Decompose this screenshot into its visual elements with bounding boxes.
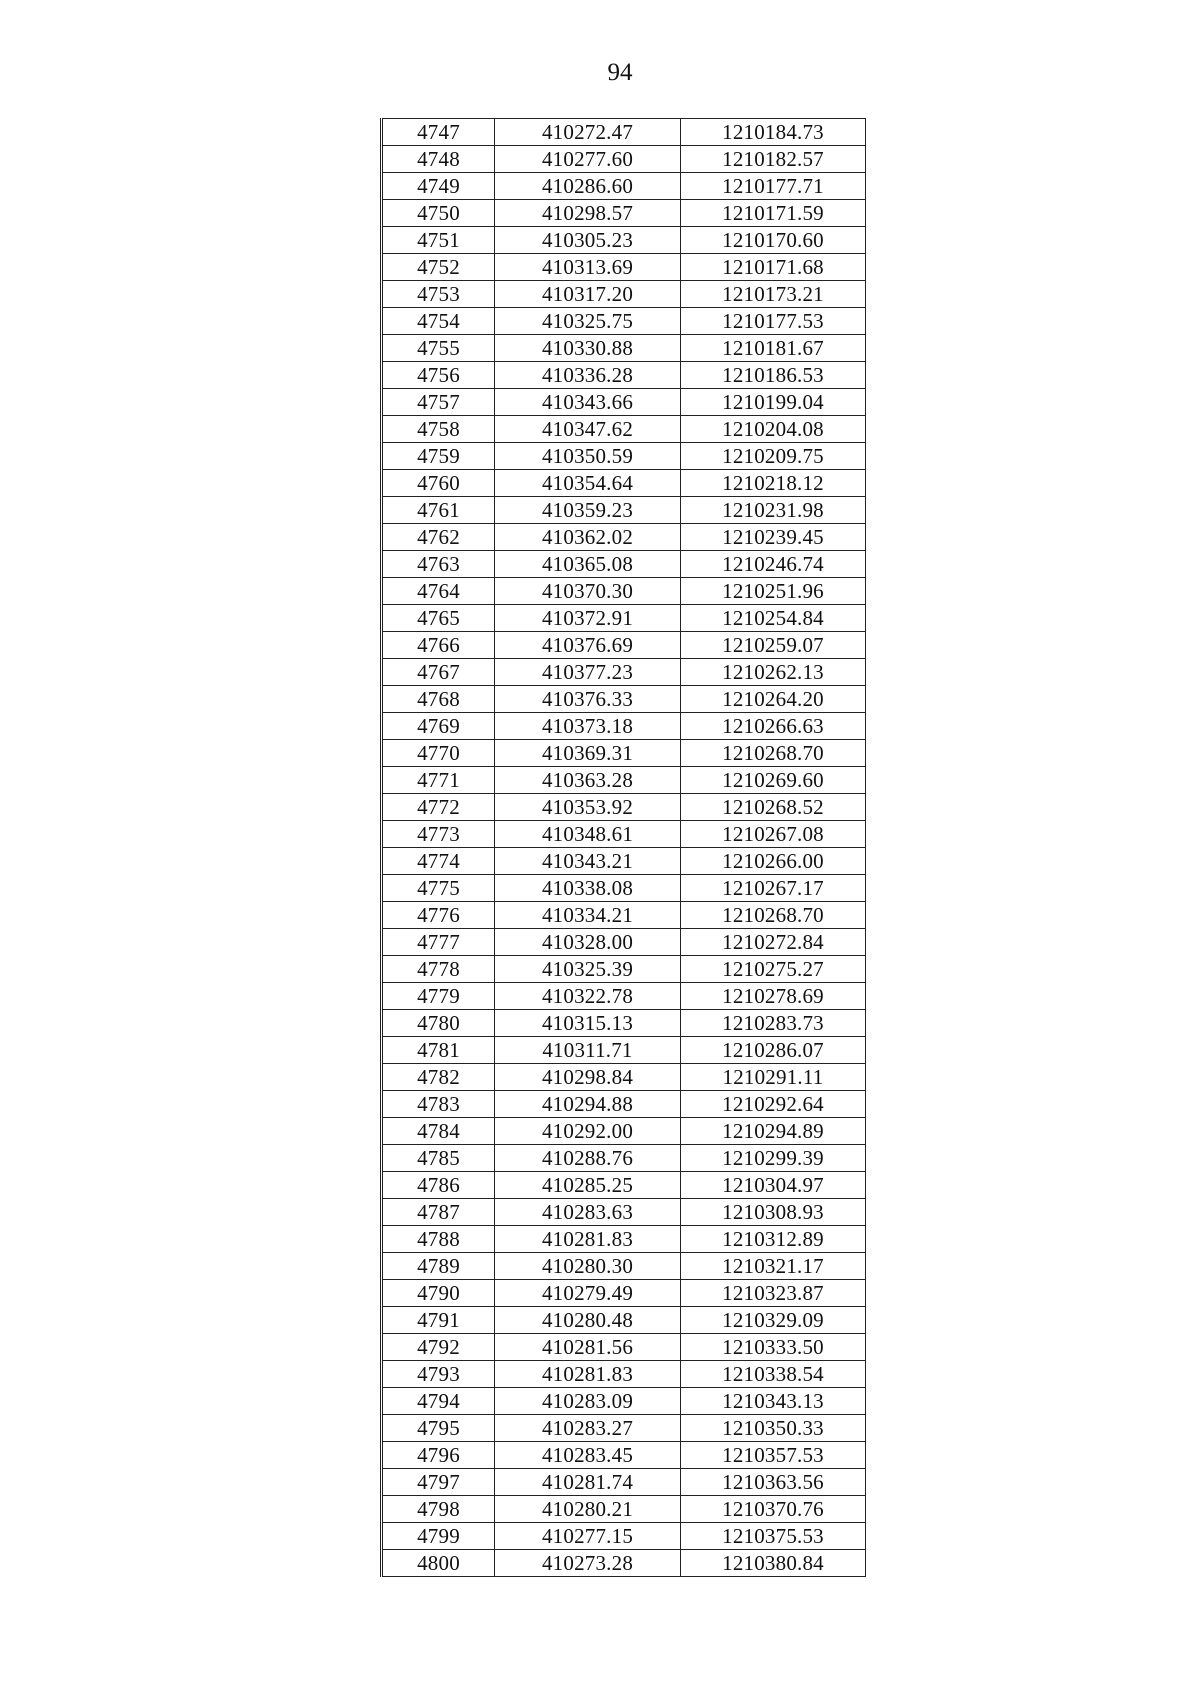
- x-coordinate-cell: 410325.75: [495, 308, 681, 335]
- x-coordinate-cell: 410280.30: [495, 1253, 681, 1280]
- x-coordinate-cell: 410348.61: [495, 821, 681, 848]
- x-coordinate-cell: 410283.45: [495, 1442, 681, 1469]
- table-row: [382, 1118, 866, 1145]
- y-coordinate-cell: 1210171.59: [681, 200, 866, 227]
- x-coordinate-cell: 410277.15: [495, 1523, 681, 1550]
- x-coordinate-cell: 410353.92: [495, 794, 681, 821]
- y-coordinate-cell: 1210264.20: [681, 686, 866, 713]
- point-number-cell: 4785: [382, 1145, 495, 1172]
- x-coordinate-cell: 410328.00: [495, 929, 681, 956]
- y-coordinate-cell: 1210268.52: [681, 794, 866, 821]
- point-number-cell: 4781: [382, 1037, 495, 1064]
- point-number-cell: 4783: [382, 1091, 495, 1118]
- table-row: [382, 794, 866, 821]
- y-coordinate-cell: 1210292.64: [681, 1091, 866, 1118]
- x-coordinate-cell: 410359.23: [495, 497, 681, 524]
- point-number-cell: 4776: [382, 902, 495, 929]
- point-number-cell: 4769: [382, 713, 495, 740]
- x-coordinate-cell: 410334.21: [495, 902, 681, 929]
- table-row: [382, 1415, 866, 1442]
- page-number: 94: [607, 59, 633, 86]
- y-coordinate-cell: 1210329.09: [681, 1307, 866, 1334]
- coordinates-table-body: [382, 119, 866, 1577]
- coordinates-table: [380, 118, 866, 1577]
- y-coordinate-cell: 1210294.89: [681, 1118, 866, 1145]
- y-coordinate-cell: 1210204.08: [681, 416, 866, 443]
- x-coordinate-cell: 410281.83: [495, 1361, 681, 1388]
- x-coordinate-cell: 410354.64: [495, 470, 681, 497]
- y-coordinate-cell: 1210184.73: [681, 119, 866, 146]
- y-coordinate-cell: 1210268.70: [681, 740, 866, 767]
- table-row: [382, 470, 866, 497]
- point-number-cell: 4790: [382, 1280, 495, 1307]
- point-number-cell: 4793: [382, 1361, 495, 1388]
- x-coordinate-cell: 410317.20: [495, 281, 681, 308]
- y-coordinate-cell: 1210266.63: [681, 713, 866, 740]
- point-number-cell: 4765: [382, 605, 495, 632]
- point-number-cell: 4771: [382, 767, 495, 794]
- x-coordinate-cell: 410280.48: [495, 1307, 681, 1334]
- table-row: [382, 1496, 866, 1523]
- x-coordinate-cell: 410281.56: [495, 1334, 681, 1361]
- x-coordinate-cell: 410283.09: [495, 1388, 681, 1415]
- point-number-cell: 4767: [382, 659, 495, 686]
- point-number-cell: 4773: [382, 821, 495, 848]
- point-number-cell: 4800: [382, 1550, 495, 1577]
- table-row: [382, 1199, 866, 1226]
- table-row: [382, 200, 866, 227]
- x-coordinate-cell: 410288.76: [495, 1145, 681, 1172]
- x-coordinate-cell: 410369.31: [495, 740, 681, 767]
- point-number-cell: 4787: [382, 1199, 495, 1226]
- table-row: [382, 443, 866, 470]
- table-row: [382, 227, 866, 254]
- y-coordinate-cell: 1210171.68: [681, 254, 866, 281]
- y-coordinate-cell: 1210380.84: [681, 1550, 866, 1577]
- table-row: [382, 956, 866, 983]
- point-number-cell: 4756: [382, 362, 495, 389]
- y-coordinate-cell: 1210357.53: [681, 1442, 866, 1469]
- table-row: [382, 1307, 866, 1334]
- point-number-cell: 4792: [382, 1334, 495, 1361]
- y-coordinate-cell: 1210299.39: [681, 1145, 866, 1172]
- table-row: [382, 1064, 866, 1091]
- table-row: [382, 902, 866, 929]
- table-row: [382, 173, 866, 200]
- table-row: [382, 335, 866, 362]
- table-row: [382, 524, 866, 551]
- table-row: [382, 1469, 866, 1496]
- table-row: [382, 1334, 866, 1361]
- table-row: [382, 821, 866, 848]
- x-coordinate-cell: 410350.59: [495, 443, 681, 470]
- x-coordinate-cell: 410273.28: [495, 1550, 681, 1577]
- y-coordinate-cell: 1210259.07: [681, 632, 866, 659]
- point-number-cell: 4755: [382, 335, 495, 362]
- table-row: [382, 416, 866, 443]
- y-coordinate-cell: 1210275.27: [681, 956, 866, 983]
- y-coordinate-cell: 1210231.98: [681, 497, 866, 524]
- y-coordinate-cell: 1210269.60: [681, 767, 866, 794]
- table-row: [382, 497, 866, 524]
- point-number-cell: 4774: [382, 848, 495, 875]
- y-coordinate-cell: 1210218.12: [681, 470, 866, 497]
- table-row: [382, 551, 866, 578]
- y-coordinate-cell: 1210375.53: [681, 1523, 866, 1550]
- y-coordinate-cell: 1210267.17: [681, 875, 866, 902]
- x-coordinate-cell: 410343.66: [495, 389, 681, 416]
- x-coordinate-cell: 410286.60: [495, 173, 681, 200]
- x-coordinate-cell: 410298.84: [495, 1064, 681, 1091]
- y-coordinate-cell: 1210182.57: [681, 146, 866, 173]
- point-number-cell: 4768: [382, 686, 495, 713]
- table-row: [382, 1010, 866, 1037]
- y-coordinate-cell: 1210177.71: [681, 173, 866, 200]
- point-number-cell: 4780: [382, 1010, 495, 1037]
- x-coordinate-cell: 410313.69: [495, 254, 681, 281]
- x-coordinate-cell: 410347.62: [495, 416, 681, 443]
- point-number-cell: 4796: [382, 1442, 495, 1469]
- y-coordinate-cell: 1210251.96: [681, 578, 866, 605]
- point-number-cell: 4757: [382, 389, 495, 416]
- x-coordinate-cell: 410285.25: [495, 1172, 681, 1199]
- point-number-cell: 4752: [382, 254, 495, 281]
- x-coordinate-cell: 410377.23: [495, 659, 681, 686]
- point-number-cell: 4777: [382, 929, 495, 956]
- x-coordinate-cell: 410281.83: [495, 1226, 681, 1253]
- x-coordinate-cell: 410330.88: [495, 335, 681, 362]
- point-number-cell: 4760: [382, 470, 495, 497]
- table-row: [382, 1172, 866, 1199]
- y-coordinate-cell: 1210181.67: [681, 335, 866, 362]
- table-row: [382, 686, 866, 713]
- y-coordinate-cell: 1210199.04: [681, 389, 866, 416]
- table-row: [382, 1442, 866, 1469]
- y-coordinate-cell: 1210321.17: [681, 1253, 866, 1280]
- y-coordinate-cell: 1210209.75: [681, 443, 866, 470]
- point-number-cell: 4758: [382, 416, 495, 443]
- x-coordinate-cell: 410370.30: [495, 578, 681, 605]
- y-coordinate-cell: 1210239.45: [681, 524, 866, 551]
- point-number-cell: 4782: [382, 1064, 495, 1091]
- x-coordinate-cell: 410362.02: [495, 524, 681, 551]
- y-coordinate-cell: 1210338.54: [681, 1361, 866, 1388]
- x-coordinate-cell: 410322.78: [495, 983, 681, 1010]
- y-coordinate-cell: 1210266.00: [681, 848, 866, 875]
- y-coordinate-cell: 1210308.93: [681, 1199, 866, 1226]
- table-row: [382, 578, 866, 605]
- point-number-cell: 4748: [382, 146, 495, 173]
- y-coordinate-cell: 1210333.50: [681, 1334, 866, 1361]
- point-number-cell: 4784: [382, 1118, 495, 1145]
- y-coordinate-cell: 1210370.76: [681, 1496, 866, 1523]
- table-row: [382, 1523, 866, 1550]
- point-number-cell: 4786: [382, 1172, 495, 1199]
- point-number-cell: 4788: [382, 1226, 495, 1253]
- point-number-cell: 4772: [382, 794, 495, 821]
- table-row: [382, 740, 866, 767]
- table-row: [382, 983, 866, 1010]
- x-coordinate-cell: 410325.39: [495, 956, 681, 983]
- x-coordinate-cell: 410376.69: [495, 632, 681, 659]
- x-coordinate-cell: 410372.91: [495, 605, 681, 632]
- y-coordinate-cell: 1210343.13: [681, 1388, 866, 1415]
- y-coordinate-cell: 1210186.53: [681, 362, 866, 389]
- x-coordinate-cell: 410283.27: [495, 1415, 681, 1442]
- table-row: [382, 362, 866, 389]
- y-coordinate-cell: 1210283.73: [681, 1010, 866, 1037]
- x-coordinate-cell: 410294.88: [495, 1091, 681, 1118]
- point-number-cell: 4789: [382, 1253, 495, 1280]
- y-coordinate-cell: 1210286.07: [681, 1037, 866, 1064]
- y-coordinate-cell: 1210262.13: [681, 659, 866, 686]
- table-row: [382, 713, 866, 740]
- point-number-cell: 4795: [382, 1415, 495, 1442]
- x-coordinate-cell: 410280.21: [495, 1496, 681, 1523]
- point-number-cell: 4764: [382, 578, 495, 605]
- x-coordinate-cell: 410338.08: [495, 875, 681, 902]
- point-number-cell: 4797: [382, 1469, 495, 1496]
- point-number-cell: 4766: [382, 632, 495, 659]
- point-number-cell: 4779: [382, 983, 495, 1010]
- y-coordinate-cell: 1210278.69: [681, 983, 866, 1010]
- table-row: [382, 1388, 866, 1415]
- x-coordinate-cell: 410365.08: [495, 551, 681, 578]
- x-coordinate-cell: 410373.18: [495, 713, 681, 740]
- x-coordinate-cell: 410292.00: [495, 1118, 681, 1145]
- x-coordinate-cell: 410305.23: [495, 227, 681, 254]
- x-coordinate-cell: 410311.71: [495, 1037, 681, 1064]
- table-row: [382, 605, 866, 632]
- point-number-cell: 4775: [382, 875, 495, 902]
- table-row: [382, 1550, 866, 1577]
- x-coordinate-cell: 410363.28: [495, 767, 681, 794]
- y-coordinate-cell: 1210312.89: [681, 1226, 866, 1253]
- x-coordinate-cell: 410376.33: [495, 686, 681, 713]
- y-coordinate-cell: 1210291.11: [681, 1064, 866, 1091]
- point-number-cell: 4778: [382, 956, 495, 983]
- x-coordinate-cell: 410277.60: [495, 146, 681, 173]
- table-row: [382, 119, 866, 146]
- y-coordinate-cell: 1210272.84: [681, 929, 866, 956]
- table-row: [382, 1226, 866, 1253]
- x-coordinate-cell: 410298.57: [495, 200, 681, 227]
- table-row: [382, 767, 866, 794]
- point-number-cell: 4754: [382, 308, 495, 335]
- y-coordinate-cell: 1210246.74: [681, 551, 866, 578]
- x-coordinate-cell: 410315.13: [495, 1010, 681, 1037]
- y-coordinate-cell: 1210254.84: [681, 605, 866, 632]
- point-number-cell: 4798: [382, 1496, 495, 1523]
- table-row: [382, 1253, 866, 1280]
- y-coordinate-cell: 1210267.08: [681, 821, 866, 848]
- y-coordinate-cell: 1210170.60: [681, 227, 866, 254]
- table-row: [382, 1037, 866, 1064]
- table-row: [382, 848, 866, 875]
- table-row: [382, 632, 866, 659]
- y-coordinate-cell: 1210173.21: [681, 281, 866, 308]
- point-number-cell: 4753: [382, 281, 495, 308]
- point-number-cell: 4799: [382, 1523, 495, 1550]
- x-coordinate-cell: 410279.49: [495, 1280, 681, 1307]
- point-number-cell: 4763: [382, 551, 495, 578]
- point-number-cell: 4762: [382, 524, 495, 551]
- point-number-cell: 4759: [382, 443, 495, 470]
- y-coordinate-cell: 1210177.53: [681, 308, 866, 335]
- y-coordinate-cell: 1210350.33: [681, 1415, 866, 1442]
- table-row: [382, 1361, 866, 1388]
- point-number-cell: 4791: [382, 1307, 495, 1334]
- point-number-cell: 4761: [382, 497, 495, 524]
- table-row: [382, 281, 866, 308]
- point-number-cell: 4770: [382, 740, 495, 767]
- y-coordinate-cell: 1210363.56: [681, 1469, 866, 1496]
- table-row: [382, 389, 866, 416]
- point-number-cell: 4751: [382, 227, 495, 254]
- x-coordinate-cell: 410336.28: [495, 362, 681, 389]
- table-row: [382, 1280, 866, 1307]
- point-number-cell: 4749: [382, 173, 495, 200]
- y-coordinate-cell: 1210323.87: [681, 1280, 866, 1307]
- table-row: [382, 929, 866, 956]
- x-coordinate-cell: 410281.74: [495, 1469, 681, 1496]
- table-row: [382, 1091, 866, 1118]
- x-coordinate-cell: 410272.47: [495, 119, 681, 146]
- table-row: [382, 308, 866, 335]
- table-row: [382, 146, 866, 173]
- table-row: [382, 875, 866, 902]
- y-coordinate-cell: 1210304.97: [681, 1172, 866, 1199]
- point-number-cell: 4747: [382, 119, 495, 146]
- x-coordinate-cell: 410283.63: [495, 1199, 681, 1226]
- y-coordinate-cell: 1210268.70: [681, 902, 866, 929]
- table-row: [382, 1145, 866, 1172]
- x-coordinate-cell: 410343.21: [495, 848, 681, 875]
- point-number-cell: 4750: [382, 200, 495, 227]
- table-row: [382, 254, 866, 281]
- table-row: [382, 659, 866, 686]
- point-number-cell: 4794: [382, 1388, 495, 1415]
